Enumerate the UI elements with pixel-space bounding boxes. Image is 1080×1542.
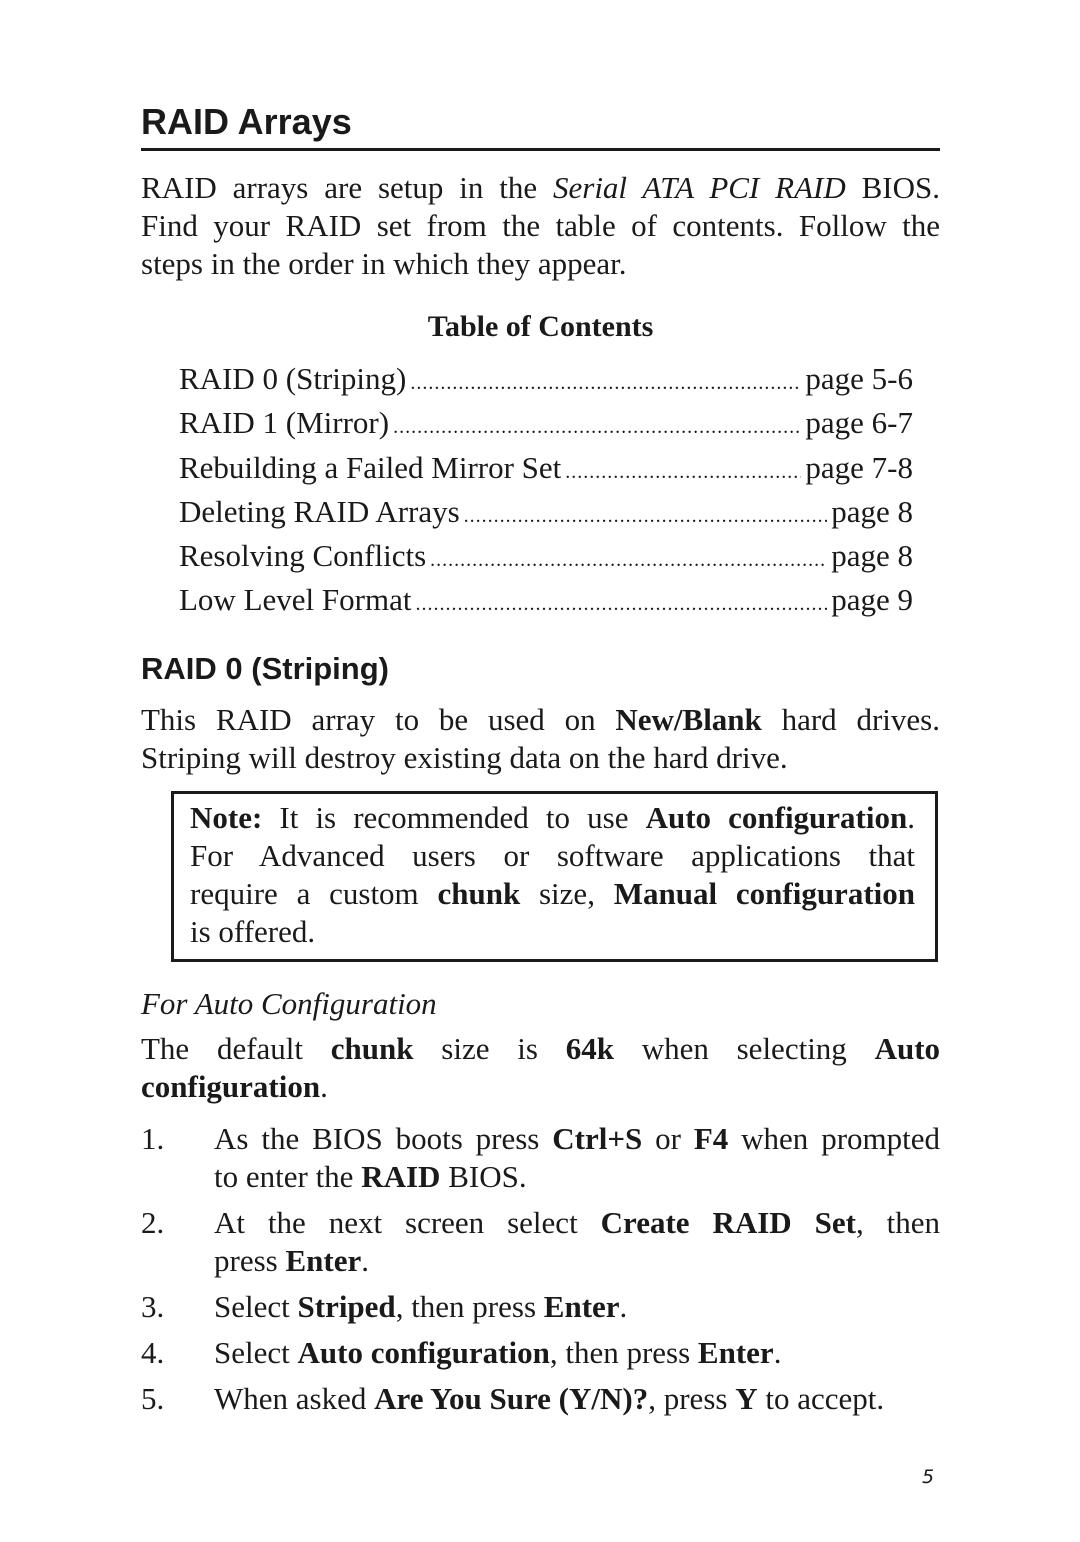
intro-emphasis: Serial ATA PCI RAID [553, 170, 846, 205]
step-number: 4. [141, 1334, 165, 1370]
intro-text: RAID arrays are setup in the [141, 170, 553, 205]
toc-entry-title: RAID 1 (Mirror) [179, 405, 390, 441]
auto-bold: Auto [874, 1030, 941, 1066]
step-bold: Ctrl+S [552, 1120, 643, 1156]
step-text [214, 1334, 940, 1372]
toc-entry-title: Low Level Format [179, 582, 412, 618]
section-text: This RAID array to be used on [141, 701, 616, 737]
step-number: 1. [141, 1120, 165, 1156]
toc-entry[interactable] [179, 403, 913, 447]
note-line-1 [190, 799, 915, 837]
step-plain: At the next screen select [214, 1204, 601, 1240]
auto-bold: 64k [565, 1030, 614, 1066]
step-plain: Select [214, 1288, 298, 1324]
step-line [214, 1204, 940, 1242]
note-bold: Auto configuration [645, 799, 908, 835]
page-content [141, 100, 940, 1426]
step-bold: Enter [697, 1334, 774, 1370]
note-text: require a custom [190, 875, 438, 911]
step-plain: . [361, 1242, 369, 1278]
toc-leader [430, 541, 827, 580]
step-bold: Enter [285, 1242, 362, 1278]
step-text [214, 1288, 940, 1326]
subsection-heading: For Auto Configuration [141, 985, 437, 1021]
auto-line-1 [141, 1030, 940, 1068]
step-plain: , then press [549, 1334, 698, 1370]
step-plain: when prompted [728, 1120, 940, 1156]
step-plain: or [642, 1120, 694, 1156]
note-bold: Manual configuration [613, 875, 915, 911]
list-item [141, 1288, 940, 1326]
table-of-contents [179, 359, 913, 625]
section-line-2: Striping will destroy existing data on the hard drive. [141, 739, 788, 775]
toc-entry[interactable] [179, 448, 913, 492]
auto-text: The default [141, 1030, 331, 1066]
step-bold: Are You Sure (Y/N)? [374, 1380, 649, 1416]
toc-heading: Table of Contents [427, 310, 654, 343]
toc-leader [565, 453, 801, 492]
note-box [171, 791, 938, 962]
note-text: . [907, 799, 915, 835]
page-number: 5 [922, 1466, 935, 1488]
step-bold: Y [735, 1380, 758, 1416]
auto-line-2 [141, 1068, 940, 1106]
toc-entry-page: page 5-6 [805, 361, 913, 396]
step-line [214, 1120, 940, 1158]
auto-text: . [320, 1068, 328, 1104]
step-plain: , then [855, 1204, 941, 1240]
step-plain: to accept. [757, 1380, 885, 1416]
step-plain: press [214, 1242, 286, 1278]
list-item [141, 1334, 940, 1372]
step-plain: As the BIOS boots press [214, 1120, 553, 1156]
note-line-3 [190, 875, 915, 913]
step-plain: , press [648, 1380, 736, 1416]
step-bold: Auto configuration [297, 1334, 550, 1370]
toc-entry-title: Resolving Conflicts [179, 538, 427, 574]
list-item [141, 1380, 940, 1418]
note-bold: chunk [437, 875, 521, 911]
note-text: It is recommended to use [262, 799, 646, 835]
toc-entry-page: page 9 [831, 582, 913, 618]
section-text: hard drives. [761, 701, 940, 737]
step-text [214, 1204, 940, 1280]
section-heading: RAID 0 (Striping) [141, 650, 389, 686]
step-text [214, 1380, 940, 1418]
toc-entry-page: page 6-7 [805, 405, 913, 441]
step-plain: . [773, 1334, 782, 1370]
intro-paragraph [141, 169, 940, 283]
auto-text: size is [413, 1030, 566, 1066]
step-bold: Striped [297, 1288, 396, 1324]
step-number: 3. [141, 1288, 165, 1324]
toc-entry-page: page 7-8 [805, 449, 913, 485]
auto-bold: chunk [330, 1030, 414, 1066]
step-plain: When asked [214, 1380, 375, 1416]
step-line [214, 1242, 940, 1280]
intro-line-1 [141, 169, 940, 207]
intro-line-2: Find your RAID set from the table of contents. Follow the [141, 208, 940, 243]
toc-entry[interactable] [179, 492, 913, 536]
step-number: 2. [141, 1204, 165, 1240]
auto-paragraph [141, 1030, 940, 1106]
toc-entry[interactable] [179, 536, 913, 580]
step-plain: to enter the [214, 1158, 362, 1194]
note-line-2: For Advanced users or software applications that [190, 837, 915, 873]
section-bold: New/Blank [615, 701, 762, 737]
list-item [141, 1204, 940, 1280]
toc-entry-title: Deleting RAID Arrays [179, 493, 460, 529]
step-bold: F4 [693, 1120, 729, 1156]
toc-leader [393, 408, 801, 447]
step-plain: , then press [395, 1288, 544, 1324]
auto-text: when selecting [613, 1030, 875, 1066]
intro-line-3: steps in the order in which they appear. [141, 246, 627, 281]
page-title: RAID Arrays [141, 100, 940, 151]
step-text [214, 1120, 940, 1196]
step-line [214, 1158, 940, 1196]
section-line-1 [141, 701, 940, 739]
toc-leader [410, 364, 801, 403]
note-line-4: is offered. [190, 913, 316, 949]
toc-entry[interactable] [179, 359, 913, 403]
step-bold: Create RAID Set [600, 1204, 856, 1240]
section-paragraph [141, 701, 940, 777]
toc-entry-title: Rebuilding a Failed Mirror Set [179, 449, 562, 485]
intro-text: BIOS. [845, 170, 940, 205]
toc-entry-title: RAID 0 (Striping) [179, 361, 407, 396]
step-bold: Enter [543, 1288, 620, 1324]
step-number: 5. [141, 1380, 165, 1416]
note-label: Note: [190, 799, 263, 835]
auto-bold: configuration [141, 1068, 321, 1104]
step-plain: BIOS. [440, 1158, 527, 1194]
toc-entry-page: page 8 [831, 538, 913, 574]
toc-entry[interactable] [179, 580, 913, 624]
step-bold: RAID [361, 1158, 441, 1194]
steps-list [141, 1120, 940, 1418]
toc-leader [415, 585, 827, 624]
step-plain: . [619, 1288, 628, 1324]
note-text: size, [520, 875, 614, 911]
toc-leader [464, 497, 828, 536]
step-plain: Select [214, 1334, 298, 1370]
toc-entry-page: page 8 [831, 493, 913, 529]
list-item [141, 1120, 940, 1196]
